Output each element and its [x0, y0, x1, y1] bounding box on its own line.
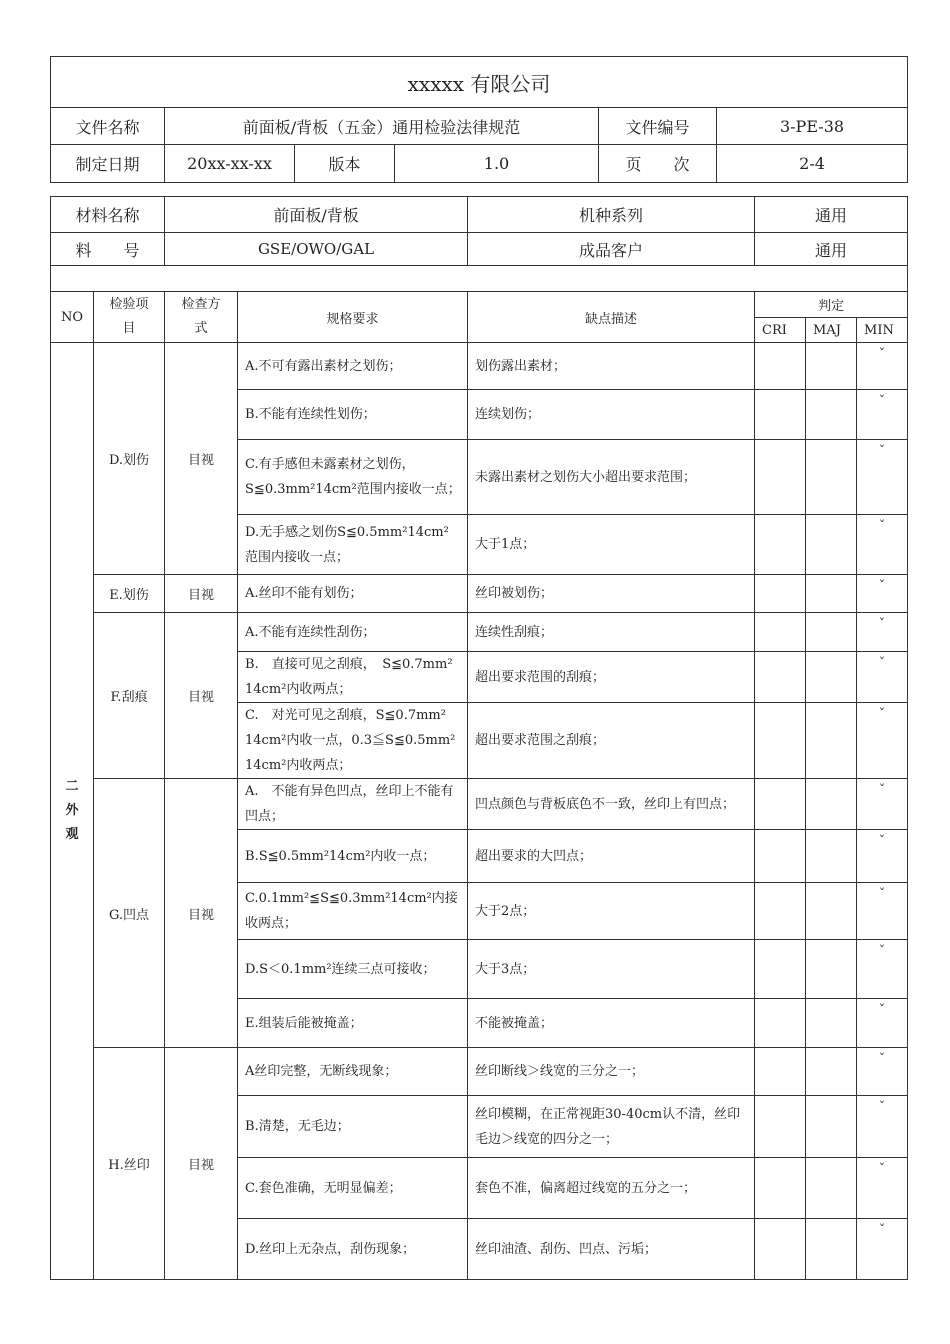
maj-cell — [806, 940, 857, 999]
part-number-value: GSE/OWO/GAL — [165, 233, 468, 266]
requirement-cell: C. 对光可见之刮痕，S≦0.7mm² 14cm²内收一点，0.3≦S≦0.5mm² 14cm²内收两点； — [238, 703, 468, 779]
company-title: xxxxx 有限公司 — [51, 57, 908, 108]
doc-name-label: 文件名称 — [51, 108, 165, 145]
requirement-cell: C.0.1mm²≦S≦0.3mm²14cm²内接收两点； — [238, 883, 468, 940]
maj-cell — [806, 883, 857, 940]
material-name-value: 前面板/背板 — [165, 197, 468, 233]
spacer-row — [51, 266, 908, 292]
item-cell: G.凹点 — [94, 779, 165, 1048]
maj-cell — [806, 390, 857, 440]
cri-cell — [755, 652, 806, 703]
cri-cell — [755, 940, 806, 999]
cri-cell — [755, 390, 806, 440]
method-cell: 目视 — [165, 343, 238, 575]
col-cri-header: CRI — [755, 318, 806, 343]
cri-cell — [755, 703, 806, 779]
version-label: 版本 — [295, 145, 395, 183]
item-cell: F.刮痕 — [94, 613, 165, 779]
date-value: 20xx-xx-xx — [165, 145, 295, 183]
min-check-mark: ˇ — [857, 515, 908, 575]
maj-cell — [806, 830, 857, 883]
min-check-mark: ˇ — [857, 883, 908, 940]
cri-cell — [755, 1096, 806, 1158]
doc-number-label: 文件编号 — [599, 108, 717, 145]
col-requirement-header: 规格要求 — [238, 292, 468, 343]
cri-cell — [755, 440, 806, 515]
cri-cell — [755, 1219, 806, 1280]
cri-cell — [755, 779, 806, 830]
cri-cell — [755, 343, 806, 390]
maj-cell — [806, 999, 857, 1048]
table-row — [51, 1048, 908, 1096]
defect-cell: 套色不准，偏离超过线宽的五分之一； — [468, 1158, 755, 1219]
defect-cell: 不能被掩盖； — [468, 999, 755, 1048]
requirement-cell: B.不能有连续性划伤； — [238, 390, 468, 440]
min-check-mark: ˇ — [857, 1158, 908, 1219]
defect-cell: 超出要求的大凹点； — [468, 830, 755, 883]
method-cell: 目视 — [165, 575, 238, 613]
requirement-cell: D.无手感之划伤S≦0.5mm²14cm²范围内接收一点； — [238, 515, 468, 575]
min-check-mark: ˇ — [857, 830, 908, 883]
defect-cell: 丝印被划伤； — [468, 575, 755, 613]
inspection-table — [50, 196, 908, 1280]
maj-cell — [806, 515, 857, 575]
requirement-cell: B. 直接可见之刮痕， S≦0.7mm² 14cm²内收两点； — [238, 652, 468, 703]
min-check-mark: ˇ — [857, 999, 908, 1048]
date-label: 制定日期 — [51, 145, 165, 183]
document-header-table — [50, 56, 908, 183]
category-cell: 二外观 — [51, 343, 94, 1280]
cri-cell — [755, 515, 806, 575]
defect-cell: 丝印模糊，在正常视距30-40cm认不清，丝印毛边＞线宽的四分之一； — [468, 1096, 755, 1158]
maj-cell — [806, 613, 857, 652]
min-check-mark: ˇ — [857, 613, 908, 652]
table-row — [51, 343, 908, 390]
maj-cell — [806, 440, 857, 515]
min-check-mark: ˇ — [857, 940, 908, 999]
defect-cell: 大于3点； — [468, 940, 755, 999]
doc-name-value: 前面板/背板（五金）通用检验法律规范 — [165, 108, 599, 145]
cri-cell — [755, 1048, 806, 1096]
col-defect-header: 缺点描述 — [468, 292, 755, 343]
defect-cell: 划伤露出素材； — [468, 343, 755, 390]
defect-cell: 未露出素材之划伤大小超出要求范围； — [468, 440, 755, 515]
part-number-label: 料 号 — [51, 233, 165, 266]
requirement-cell: E.组装后能被掩盖； — [238, 999, 468, 1048]
requirement-cell: B.S≦0.5mm²14cm²内收一点； — [238, 830, 468, 883]
col-no-header: NO — [51, 292, 94, 343]
col-maj-header: MAJ — [806, 318, 857, 343]
requirement-cell: A.丝印不能有划伤； — [238, 575, 468, 613]
cri-cell — [755, 999, 806, 1048]
col-method-header: 检查方式 — [165, 292, 238, 343]
min-check-mark: ˇ — [857, 652, 908, 703]
requirement-cell: A.不能有连续性刮伤； — [238, 613, 468, 652]
min-check-mark: ˇ — [857, 575, 908, 613]
min-check-mark: ˇ — [857, 1219, 908, 1280]
item-cell: D.划伤 — [94, 343, 165, 575]
min-check-mark: ˇ — [857, 390, 908, 440]
defect-cell: 超出要求范围的刮痕； — [468, 652, 755, 703]
page-label: 页 次 — [599, 145, 717, 183]
min-check-mark: ˇ — [857, 779, 908, 830]
maj-cell — [806, 1219, 857, 1280]
cri-cell — [755, 613, 806, 652]
requirement-cell: D.S＜0.1mm²连续三点可接收； — [238, 940, 468, 999]
maj-cell — [806, 703, 857, 779]
maj-cell — [806, 1048, 857, 1096]
page-value: 2-4 — [717, 145, 908, 183]
col-min-header: MIN — [857, 318, 908, 343]
cri-cell — [755, 883, 806, 940]
col-item-header: 检验项目 — [94, 292, 165, 343]
defect-cell: 大于1点； — [468, 515, 755, 575]
customer-value: 通用 — [755, 233, 908, 266]
defect-cell: 丝印断线＞线宽的三分之一； — [468, 1048, 755, 1096]
table-row — [51, 575, 908, 613]
method-cell: 目视 — [165, 779, 238, 1048]
defect-cell: 超出要求范围之刮痕； — [468, 703, 755, 779]
defect-cell: 丝印油渣、刮伤、凹点、污垢； — [468, 1219, 755, 1280]
material-name-label: 材料名称 — [51, 197, 165, 233]
min-check-mark: ˇ — [857, 703, 908, 779]
requirement-cell: B.清楚，无毛边； — [238, 1096, 468, 1158]
series-label: 机种系列 — [468, 197, 755, 233]
table-row — [51, 613, 908, 652]
min-check-mark: ˇ — [857, 1048, 908, 1096]
item-cell: E.划伤 — [94, 575, 165, 613]
cri-cell — [755, 575, 806, 613]
method-cell: 目视 — [165, 613, 238, 779]
maj-cell — [806, 779, 857, 830]
requirement-cell: C.有手感但未露素材之划伤，S≦0.3mm²14cm²范围内接收一点； — [238, 440, 468, 515]
min-check-mark: ˇ — [857, 343, 908, 390]
min-check-mark: ˇ — [857, 1096, 908, 1158]
defect-cell: 连续划伤； — [468, 390, 755, 440]
requirement-cell: A丝印完整，无断线现象； — [238, 1048, 468, 1096]
maj-cell — [806, 343, 857, 390]
defect-cell: 凹点颜色与背板底色不一致，丝印上有凹点； — [468, 779, 755, 830]
version-value: 1.0 — [395, 145, 599, 183]
doc-number-value: 3-PE-38 — [717, 108, 908, 145]
cri-cell — [755, 1158, 806, 1219]
min-check-mark: ˇ — [857, 440, 908, 515]
maj-cell — [806, 1096, 857, 1158]
requirement-cell: C.套色准确，无明显偏差； — [238, 1158, 468, 1219]
item-cell: H.丝印 — [94, 1048, 165, 1280]
series-value: 通用 — [755, 197, 908, 233]
cri-cell — [755, 830, 806, 883]
defect-cell: 大于2点； — [468, 883, 755, 940]
customer-label: 成品客户 — [468, 233, 755, 266]
col-judge-header: 判定 — [755, 292, 908, 318]
maj-cell — [806, 652, 857, 703]
maj-cell — [806, 1158, 857, 1219]
maj-cell — [806, 575, 857, 613]
requirement-cell: D.丝印上无杂点，刮伤现象； — [238, 1219, 468, 1280]
method-cell: 目视 — [165, 1048, 238, 1280]
requirement-cell: A. 不能有异色凹点，丝印上不能有凹点； — [238, 779, 468, 830]
requirement-cell: A.不可有露出素材之划伤； — [238, 343, 468, 390]
defect-cell: 连续性刮痕； — [468, 613, 755, 652]
table-row — [51, 779, 908, 830]
